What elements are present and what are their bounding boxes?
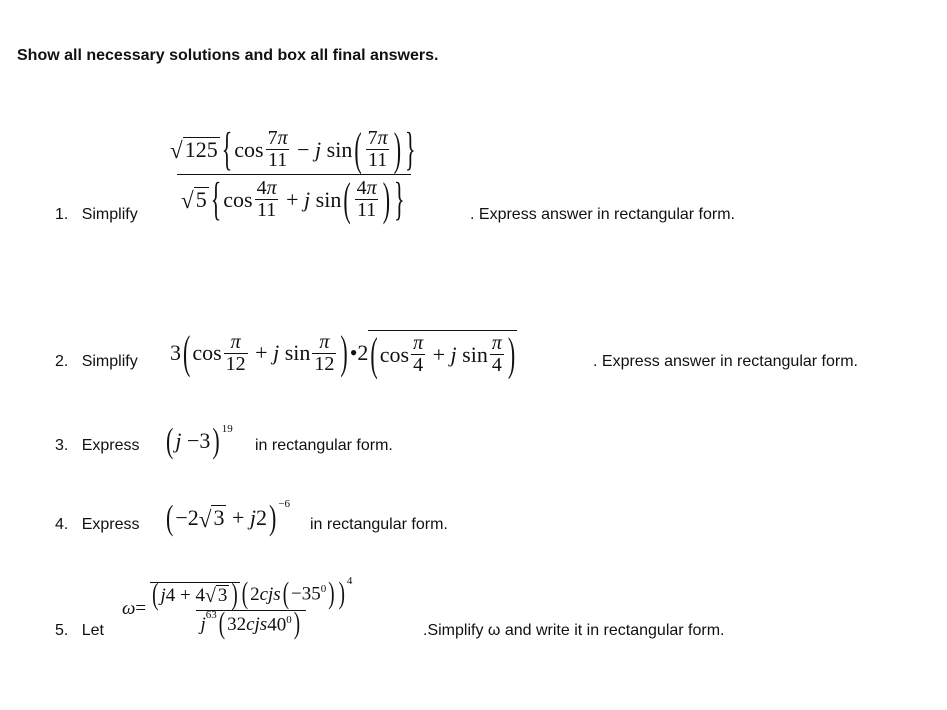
problem-4-verb: Express [81, 516, 140, 533]
problem-4-expression: ( −2 √ 3 + j 2 ) $^{-6}$ [166, 497, 291, 538]
problem-2-suffix: . Express answer in rectangular form. [593, 353, 858, 370]
problem-2-number: 2. [55, 353, 69, 370]
problem-3-label [55, 437, 139, 455]
problem-1-number: 1. [55, 206, 69, 223]
problem-2-verb: Simplify [81, 353, 138, 370]
problem-3-verb: Express [81, 437, 140, 454]
problem-3-suffix: in rectangular form. [255, 437, 393, 454]
problem-1-expression: √ 125 { cos $\frac{7\pi}{11}$ − j sin ( $\frac{7\pi}{11}$ ) } √ 5 { cos $\frac{4\pi}{11}$ + j sin ( $\frac{4\pi}{11}$ ) } [170, 122, 416, 225]
problem-4-number: 4. [55, 516, 69, 533]
problem-3-expression: ( j −3 ) $^{19}$ [166, 420, 233, 461]
problem-5-expression: ω = ( j 4 + 4 √ 3 ) ( 2 cjs ( $-35^0$ ) ) $^4$ j $^{63}$ ( 32 cjs $40^0$ ) [122, 574, 353, 642]
problem-5-number: 5. [55, 622, 69, 639]
problem-1-label [55, 206, 138, 224]
problem-5-label [55, 622, 104, 640]
problem-4-label [55, 516, 139, 534]
instructions-text: Show all necessary solutions and box all final answers. [17, 47, 439, 64]
problem-4-suffix: in rectangular form. [310, 516, 448, 533]
problem-3-number: 3. [55, 437, 69, 454]
problem-2-expression: 3 ( cos $\frac{\pi}{12}$ + j sin $\frac{\pi}{12}$ ) •2 ( cos $\frac{\pi}{4}$ + j sin $\frac{\pi}{4}$ ) [170, 325, 516, 380]
problem-5-suffix: .Simplify ω and write it in rectangular form. [423, 622, 725, 639]
problem-2-label [55, 353, 138, 371]
problem-5-verb: Let [81, 622, 104, 639]
problem-1-suffix: . Express answer in rectangular form. [470, 206, 735, 223]
problem-1-verb: Simplify [81, 206, 138, 223]
